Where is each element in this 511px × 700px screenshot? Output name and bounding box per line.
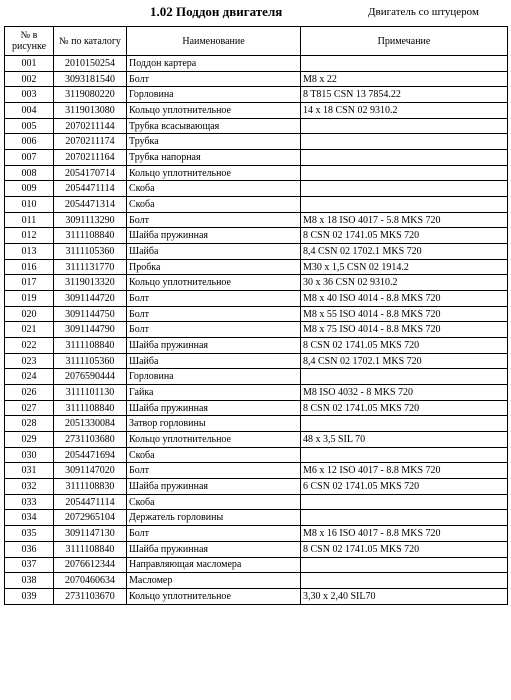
table-row	[5, 244, 508, 260]
name-cell: Шайба пружинная	[127, 338, 301, 354]
note-cell: M8 x 22	[301, 71, 508, 87]
figure-number-cell: 016	[5, 259, 54, 275]
table-row	[5, 479, 508, 495]
catalog-number-cell: 2070460634	[54, 573, 127, 589]
table-row	[5, 432, 508, 448]
catalog-number-cell: 2054471694	[54, 447, 127, 463]
column-header-figure-number: № в рисунке	[5, 27, 54, 56]
catalog-number-cell: 3091147130	[54, 526, 127, 542]
name-cell: Болт	[127, 463, 301, 479]
table-row	[5, 56, 508, 72]
note-cell: M30 x 1,5 CSN 02 1914.2	[301, 259, 508, 275]
table-row	[5, 197, 508, 213]
note-cell: 8,4 CSN 02 1702.1 MKS 720	[301, 244, 508, 260]
catalog-number-cell: 3111108840	[54, 228, 127, 244]
table-row	[5, 353, 508, 369]
note-cell	[301, 181, 508, 197]
table-row	[5, 494, 508, 510]
catalog-number-cell: 3093181540	[54, 71, 127, 87]
catalog-number-cell: 3091144790	[54, 322, 127, 338]
note-cell: 8 CSN 02 1741.05 MKS 720	[301, 338, 508, 354]
note-cell	[301, 416, 508, 432]
figure-number-cell: 027	[5, 400, 54, 416]
note-cell: 8,4 CSN 02 1702.1 MKS 720	[301, 353, 508, 369]
name-cell: Направляющая масломера	[127, 557, 301, 573]
catalog-number-cell: 3111108840	[54, 338, 127, 354]
table-row	[5, 87, 508, 103]
catalog-number-cell: 3119080220	[54, 87, 127, 103]
note-cell: M8 x 55 ISO 4014 - 8.8 MKS 720	[301, 306, 508, 322]
parts-table	[4, 26, 508, 605]
catalog-number-cell: 2070211174	[54, 134, 127, 150]
catalog-number-cell: 2731103680	[54, 432, 127, 448]
name-cell: Кольцо уплотнительное	[127, 165, 301, 181]
note-cell	[301, 369, 508, 385]
name-cell: Масломер	[127, 573, 301, 589]
name-cell: Горловина	[127, 369, 301, 385]
figure-number-cell: 037	[5, 557, 54, 573]
figure-number-cell: 008	[5, 165, 54, 181]
name-cell: Шайба пружинная	[127, 228, 301, 244]
table-row	[5, 306, 508, 322]
name-cell: Горловина	[127, 87, 301, 103]
catalog-number-cell: 3119013080	[54, 103, 127, 119]
figure-number-cell: 029	[5, 432, 54, 448]
table-row	[5, 588, 508, 604]
name-cell: Держатель горловины	[127, 510, 301, 526]
name-cell: Трубка всасывающая	[127, 118, 301, 134]
table-row	[5, 416, 508, 432]
figure-number-cell: 004	[5, 103, 54, 119]
catalog-number-cell: 3111108840	[54, 400, 127, 416]
figure-number-cell: 020	[5, 306, 54, 322]
name-cell: Шайба	[127, 353, 301, 369]
name-cell: Шайба	[127, 244, 301, 260]
figure-number-cell: 032	[5, 479, 54, 495]
name-cell: Поддон картера	[127, 56, 301, 72]
table-body	[5, 56, 508, 605]
note-cell	[301, 118, 508, 134]
table-row	[5, 510, 508, 526]
figure-number-cell: 001	[5, 56, 54, 72]
note-cell: 8 T815 CSN 13 7854.22	[301, 87, 508, 103]
note-cell	[301, 573, 508, 589]
table-row	[5, 526, 508, 542]
note-cell: M8 x 75 ISO 4014 - 8.8 MKS 720	[301, 322, 508, 338]
name-cell: Затвор горловины	[127, 416, 301, 432]
table-row	[5, 212, 508, 228]
table-row	[5, 181, 508, 197]
note-cell	[301, 150, 508, 166]
catalog-number-cell: 2054471114	[54, 494, 127, 510]
note-cell: 6 CSN 02 1741.05 MKS 720	[301, 479, 508, 495]
table-row	[5, 71, 508, 87]
table-row	[5, 134, 508, 150]
catalog-number-cell: 3091144720	[54, 291, 127, 307]
catalog-number-cell: 2076612344	[54, 557, 127, 573]
name-cell: Шайба пружинная	[127, 400, 301, 416]
catalog-number-cell: 2072965104	[54, 510, 127, 526]
table-row	[5, 275, 508, 291]
table-header-row	[5, 27, 508, 56]
name-cell: Шайба пружинная	[127, 541, 301, 557]
table-row	[5, 573, 508, 589]
catalog-number-cell: 2054471114	[54, 181, 127, 197]
catalog-number-cell: 2076590444	[54, 369, 127, 385]
catalog-number-cell: 2070211164	[54, 150, 127, 166]
table-row	[5, 400, 508, 416]
table-row	[5, 322, 508, 338]
table-row	[5, 150, 508, 166]
note-cell: M8 x 16 ISO 4017 - 8.8 MKS 720	[301, 526, 508, 542]
figure-number-cell: 003	[5, 87, 54, 103]
table-row	[5, 557, 508, 573]
figure-number-cell: 022	[5, 338, 54, 354]
figure-number-cell: 026	[5, 385, 54, 401]
catalog-number-cell: 3091113290	[54, 212, 127, 228]
note-cell: M8 ISO 4032 - 8 MKS 720	[301, 385, 508, 401]
table-row	[5, 385, 508, 401]
name-cell: Гайка	[127, 385, 301, 401]
figure-number-cell: 035	[5, 526, 54, 542]
table-row	[5, 118, 508, 134]
name-cell: Скоба	[127, 181, 301, 197]
figure-number-cell: 039	[5, 588, 54, 604]
catalog-number-cell: 2051330084	[54, 416, 127, 432]
note-cell	[301, 510, 508, 526]
catalog-number-cell: 2054170714	[54, 165, 127, 181]
note-cell	[301, 197, 508, 213]
note-cell: M8 x 18 ISO 4017 - 5.8 MKS 720	[301, 212, 508, 228]
figure-number-cell: 038	[5, 573, 54, 589]
note-cell	[301, 494, 508, 510]
note-cell: 8 CSN 02 1741.05 MKS 720	[301, 541, 508, 557]
name-cell: Скоба	[127, 494, 301, 510]
catalog-number-cell: 3111105360	[54, 244, 127, 260]
note-cell: 3,30 x 2,40 SIL70	[301, 588, 508, 604]
figure-number-cell: 031	[5, 463, 54, 479]
note-cell	[301, 56, 508, 72]
note-cell	[301, 134, 508, 150]
catalog-number-cell: 3111108840	[54, 541, 127, 557]
catalog-number-cell: 2731103670	[54, 588, 127, 604]
figure-number-cell: 030	[5, 447, 54, 463]
figure-number-cell: 010	[5, 197, 54, 213]
column-header-note: Примечание	[301, 27, 508, 56]
name-cell: Кольцо уплотнительное	[127, 588, 301, 604]
catalog-number-cell: 3111108830	[54, 479, 127, 495]
table-row	[5, 541, 508, 557]
name-cell: Болт	[127, 291, 301, 307]
page-subtitle: Двигатель со штуцером	[368, 6, 479, 18]
figure-number-cell: 021	[5, 322, 54, 338]
figure-number-cell: 034	[5, 510, 54, 526]
name-cell: Болт	[127, 71, 301, 87]
table-row	[5, 291, 508, 307]
name-cell: Болт	[127, 322, 301, 338]
figure-number-cell: 023	[5, 353, 54, 369]
name-cell: Пробка	[127, 259, 301, 275]
name-cell: Шайба пружинная	[127, 479, 301, 495]
note-cell: M8 x 40 ISO 4014 - 8.8 MKS 720	[301, 291, 508, 307]
figure-number-cell: 005	[5, 118, 54, 134]
table-row	[5, 338, 508, 354]
note-cell: 48 x 3,5 SIL 70	[301, 432, 508, 448]
table-row	[5, 447, 508, 463]
name-cell: Кольцо уплотнительное	[127, 432, 301, 448]
figure-number-cell: 012	[5, 228, 54, 244]
figure-number-cell: 019	[5, 291, 54, 307]
table-row	[5, 369, 508, 385]
note-cell: M6 x 12 ISO 4017 - 8.8 MKS 720	[301, 463, 508, 479]
figure-number-cell: 009	[5, 181, 54, 197]
catalog-number-cell: 2010150254	[54, 56, 127, 72]
column-header-name: Наименование	[127, 27, 301, 56]
figure-number-cell: 006	[5, 134, 54, 150]
page-title: 1.02 Поддон двигателя	[150, 4, 283, 19]
name-cell: Кольцо уплотнительное	[127, 275, 301, 291]
catalog-number-cell: 3091147020	[54, 463, 127, 479]
figure-number-cell: 036	[5, 541, 54, 557]
note-cell	[301, 447, 508, 463]
table-row	[5, 103, 508, 119]
name-cell: Болт	[127, 306, 301, 322]
table-row	[5, 463, 508, 479]
catalog-number-cell: 3091144750	[54, 306, 127, 322]
catalog-number-cell: 3111105360	[54, 353, 127, 369]
name-cell: Болт	[127, 212, 301, 228]
figure-number-cell: 002	[5, 71, 54, 87]
note-cell: 8 CSN 02 1741.05 MKS 720	[301, 400, 508, 416]
name-cell: Трубка напорная	[127, 150, 301, 166]
name-cell: Скоба	[127, 197, 301, 213]
catalog-number-cell: 3111101130	[54, 385, 127, 401]
catalog-number-cell: 2070211144	[54, 118, 127, 134]
note-cell: 30 x 36 CSN 02 9310.2	[301, 275, 508, 291]
catalog-number-cell: 2054471314	[54, 197, 127, 213]
note-cell	[301, 165, 508, 181]
table-row	[5, 165, 508, 181]
table-row	[5, 228, 508, 244]
column-header-catalog-number: № по каталогу	[54, 27, 127, 56]
name-cell: Трубка	[127, 134, 301, 150]
name-cell: Скоба	[127, 447, 301, 463]
note-cell	[301, 557, 508, 573]
figure-number-cell: 017	[5, 275, 54, 291]
catalog-number-cell: 3111131770	[54, 259, 127, 275]
figure-number-cell: 007	[5, 150, 54, 166]
note-cell: 8 CSN 02 1741.05 MKS 720	[301, 228, 508, 244]
figure-number-cell: 024	[5, 369, 54, 385]
figure-number-cell: 011	[5, 212, 54, 228]
catalog-number-cell: 3119013320	[54, 275, 127, 291]
table-row	[5, 259, 508, 275]
name-cell: Кольцо уплотнительное	[127, 103, 301, 119]
figure-number-cell: 028	[5, 416, 54, 432]
figure-number-cell: 013	[5, 244, 54, 260]
note-cell: 14 x 18 CSN 02 9310.2	[301, 103, 508, 119]
figure-number-cell: 033	[5, 494, 54, 510]
name-cell: Болт	[127, 526, 301, 542]
